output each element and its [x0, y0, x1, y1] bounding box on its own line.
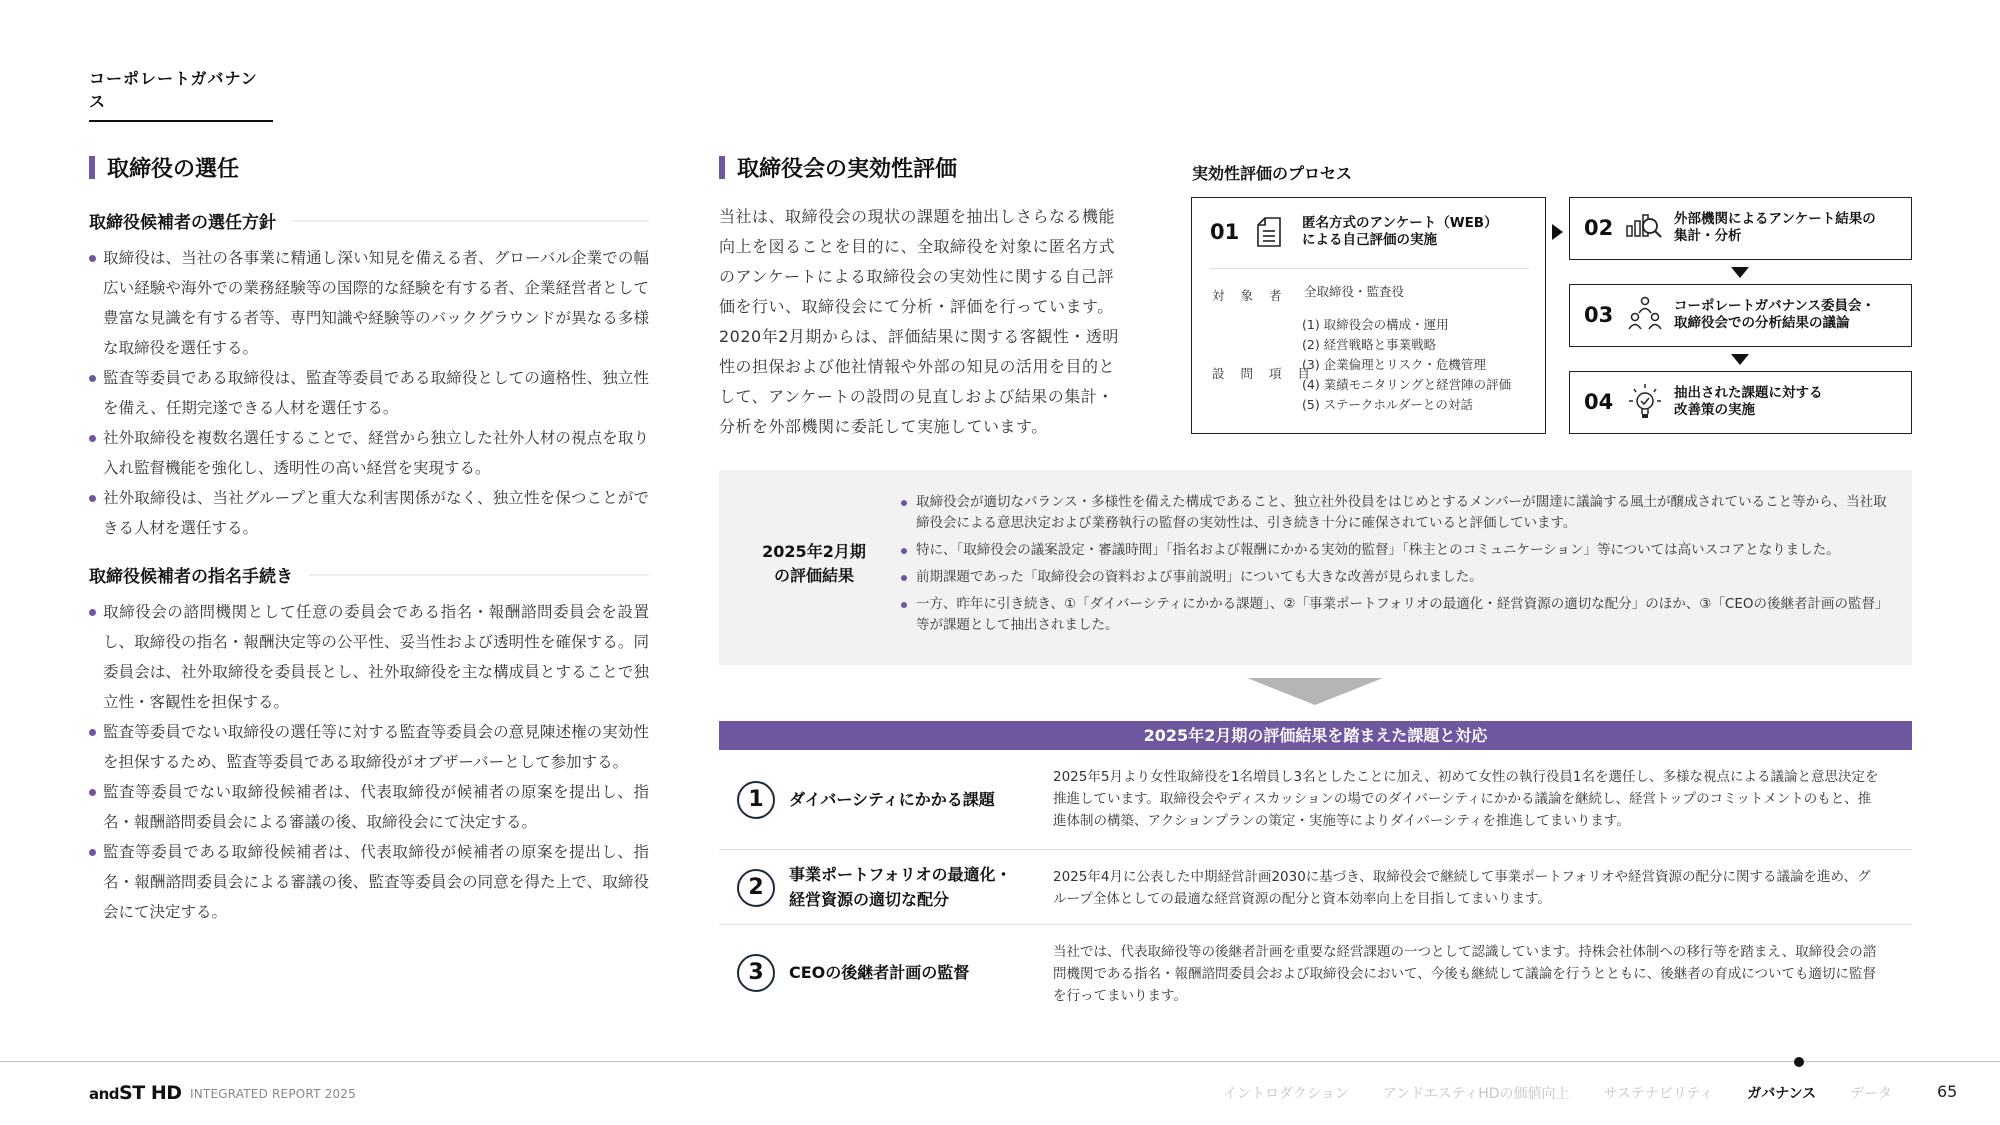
step-text — [1674, 298, 1875, 332]
step-text-line: コーポレートガバナンス委員会・ — [1674, 298, 1876, 314]
procedure-list — [89, 597, 649, 927]
list-item: 前期課題であった「取締役会の資料および事前説明」についても大きな改善が見られました。 — [901, 567, 1891, 588]
step-text-line: 抽出された課題に対する — [1674, 385, 1823, 401]
left-section-title — [89, 152, 239, 183]
issues-band-title: 2025年2月期の評価結果を踏まえた課題と対応 — [719, 721, 1912, 750]
list-item: 社外取締役は、当社グループと重大な利害関係がなく、独立性を保つことができる人材を選任する。 — [89, 483, 649, 543]
left-title-text: 取締役の選任 — [107, 157, 240, 182]
chart-magnifier-icon — [1626, 212, 1666, 246]
policy-heading — [89, 208, 649, 233]
results-list — [901, 492, 1891, 642]
nav-sustainability[interactable]: サステナビリティ — [1603, 1086, 1714, 1102]
issue-description: 当社では、代表取締役等の後継者計画を重要な経営課題の一つとして認識しています。持株会社体制への移行等を踏まえ、取締役会の諮問機関である指名・報酬諮問委員会および取締役会において、今後も継続して議論を行うとともに、後継者の育成についても適切に監督を行ってまいります。 — [1053, 944, 1877, 1004]
process-step-04 — [1569, 371, 1912, 434]
step-number: 04 — [1584, 390, 1614, 414]
target-label: 対 象 者 — [1212, 288, 1288, 303]
issue-description: 2025年4月に公表した中期経営計画2030に基づき、取締役会で継続して事業ポートフォリオや経営資源の配分に関する議論を進め、グループ全体としての最適な経営資源の配分と資本効率向上を目指してまいります。 — [1053, 869, 1871, 907]
target-value: 全取締役・監査役 — [1304, 284, 1405, 299]
issue-title-line: 経営資源の適切な配分 — [789, 890, 950, 909]
step-text — [1302, 215, 1498, 249]
question-item: (3) 企業倫理とリスク・危機管理 — [1302, 357, 1486, 372]
list-item: 監査等委員でない取締役候補者は、代表取締役が候補者の原案を提出し、指名・報酬諮問委員会による審議の後、取締役会にて決定する。 — [89, 777, 649, 837]
policy-list — [89, 243, 649, 543]
list-item: 監査等委員でない取締役の選任等に対する監査等委員会の意見陳述権の実効性を担保するため、監査等委員である取締役がオブザーバーとして参加する。 — [89, 717, 649, 777]
issue-title: CEOの後継者計画の監督 — [789, 963, 970, 982]
list-item: 取締役は、当社の各事業に精通し深い知見を備える者、グローバル企業での幅広い経験や海外での業務経験等の国際的な経験を有する者、企業経営者として豊富な見識を有する者等、専門知識や経験等のバックグラウンドが異なる多様な取締役を選任する。 — [89, 243, 649, 363]
list-item: 社外取締役を複数名選任することで、経営から独立した社外人材の視点を取り入れ監督機能を強化し、透明性の高い経営を実現する。 — [89, 423, 649, 483]
accent-bar — [719, 156, 725, 179]
people-icon — [1628, 295, 1662, 339]
issue-row-3 — [719, 925, 1912, 1025]
step-number: 02 — [1584, 216, 1614, 240]
process-title: 実効性評価のプロセス — [1192, 164, 1353, 183]
section-tag: コーポレートガバナンス — [89, 66, 273, 122]
company-logo — [89, 1082, 182, 1104]
list-item: 監査等委員である取締役候補者は、代表取締役が候補者の原案を提出し、指名・報酬諮問委員会による審議の後、監査等委員会の同意を得た上で、取締役会にて決定する。 — [89, 837, 649, 927]
policy-heading-text: 取締役候補者の選任方針 — [89, 213, 276, 233]
procedure-heading-text: 取締役候補者の指名手続き — [89, 567, 293, 587]
process-step-03 — [1569, 284, 1912, 347]
arrow-down-icon — [1731, 267, 1749, 278]
evaluation-intro: 当社は、取締役会の現状の課題を抽出しさらなる機能向上を図ることを目的に、全取締役を対象に匿名方式のアンケートによる取締役会の実効性に関する自己評価を行い、取締役会にて分析・評価を行っています。2020年2月期からは、評価結果に関する客観性・透明性の担保および他社情報や外部の知見の活用を目的として、アンケートの設問の見直しおよび結果の集計・分析を外部機関に委託して実施しています。 — [719, 207, 1119, 436]
lightbulb-check-icon — [1628, 382, 1662, 428]
list-item: 一方、昨年に引き続き、①「ダイバーシティにかかる課題」、②「事業ポートフォリオの最適化・経営資源の適切な配分」のほか、③「CEOの後継者計画の監督」等が課題として抽出されました。 — [901, 594, 1891, 636]
nav-data[interactable]: データ — [1850, 1086, 1893, 1102]
heading-rule — [309, 574, 649, 576]
results-label — [749, 540, 879, 588]
divider — [1210, 268, 1529, 269]
nav-governance[interactable]: ガバナンス — [1747, 1086, 1817, 1102]
question-item: (2) 経営戦略と事業戦略 — [1302, 337, 1437, 352]
step-text-line: 集計・分析 — [1674, 228, 1742, 244]
list-item: 取締役会が適切なバランス・多様性を備えた構成であること、独立社外役員をはじめとするメンバーが闊達に議論する風土が醸成されていること等から、当社取締役会による意思決定および業務執行の監督の実効性は、引き続き十分に確保されていると評価しています。 — [901, 492, 1891, 534]
issue-title — [789, 862, 1012, 912]
logo-and: and — [89, 1085, 120, 1103]
question-item: (5) ステークホルダーとの対話 — [1302, 397, 1473, 412]
step-text — [1674, 211, 1876, 245]
arrow-down-icon — [1731, 354, 1749, 365]
page-number: 65 — [1937, 1082, 1958, 1101]
circled-number: 1 — [737, 781, 775, 819]
step-number: 03 — [1584, 303, 1614, 327]
results-label-line: の評価結果 — [773, 566, 854, 585]
list-item: 取締役会の諮問機関として任意の委員会である指名・報酬諮問委員会を設置し、取締役の指名・報酬決定等の公平性、妥当性および透明性を確保する。同委員会は、社外取締役を委員長とし、社外取締役を主な構成員とすることで独立性・客観性を担保する。 — [89, 597, 649, 717]
step-number: 01 — [1210, 220, 1240, 244]
issue-title-line: 事業ポートフォリオの最適化・ — [789, 865, 1012, 884]
questions-label: 設 問 項 目 — [1212, 366, 1316, 381]
step-text-line: による自己評価の実施 — [1302, 232, 1437, 248]
step-text-line: 改善策の実施 — [1674, 402, 1755, 418]
step-text-line: 匿名方式のアンケート（WEB） — [1302, 215, 1498, 231]
results-label-line: 2025年2月期 — [762, 542, 866, 561]
question-item: (1) 取締役会の構成・運用 — [1302, 317, 1449, 332]
accent-bar — [89, 156, 95, 179]
footer-divider — [0, 1061, 2000, 1062]
evaluation-results-panel — [719, 470, 1912, 665]
issue-row-2 — [719, 850, 1912, 925]
step-text — [1674, 385, 1823, 419]
circled-number: 2 — [737, 869, 775, 907]
step-text-line: 外部機関によるアンケート結果の — [1674, 211, 1876, 227]
issue-row-1 — [719, 750, 1912, 850]
questions-list — [1302, 315, 1511, 415]
circled-number: 3 — [737, 954, 775, 992]
footer-nav — [1223, 1083, 1926, 1103]
issue-description: 2025年5月より女性取締役を1名増員し3名としたことに加え、初めて女性の執行役員1名を選任し、多様な視点による議論と意思決定を推進しています。取締役会やディスカッションの場でのダイバーシティにかかる議論を継続し、経営トップのコミットメントのもと、推進体制の構築、アクションプランの策定・実施等によりダイバーシティを推進してまいります。 — [1053, 769, 1879, 829]
nav-value-enhancement[interactable]: アンドエスティHDの価値向上 — [1382, 1086, 1570, 1102]
right-title-text: 取締役会の実効性評価 — [737, 157, 958, 182]
process-step-02 — [1569, 197, 1912, 260]
arrow-right-icon — [1552, 224, 1563, 240]
heading-rule — [292, 220, 649, 222]
nav-introduction[interactable]: イントロダクション — [1223, 1086, 1349, 1102]
document-icon — [1256, 216, 1282, 252]
list-item: 特に、「取締役会の議案設定・審議時間」「指名および報酬にかかる実効的監督」「株主とのコミュニケーション」等については高いスコアとなりました。 — [901, 540, 1891, 561]
right-section-title — [719, 152, 957, 183]
procedure-heading — [89, 562, 649, 587]
process-step-01 — [1191, 197, 1546, 434]
logo-st: ST — [119, 1082, 145, 1104]
arrow-down-icon — [1247, 678, 1383, 705]
report-title: INTEGRATED REPORT 2025 — [190, 1087, 356, 1101]
issue-title: ダイバーシティにかかる課題 — [789, 790, 995, 809]
logo-hd: HD — [150, 1082, 182, 1104]
question-item: (4) 業績モニタリングと経営陣の評価 — [1302, 377, 1512, 392]
list-item: 監査等委員である取締役は、監査等委員である取締役としての適格性、独立性を備え、任期完遂できる人材を選任する。 — [89, 363, 649, 423]
active-nav-indicator — [1794, 1057, 1804, 1067]
step-text-line: 取締役会での分析結果の議論 — [1674, 315, 1850, 331]
